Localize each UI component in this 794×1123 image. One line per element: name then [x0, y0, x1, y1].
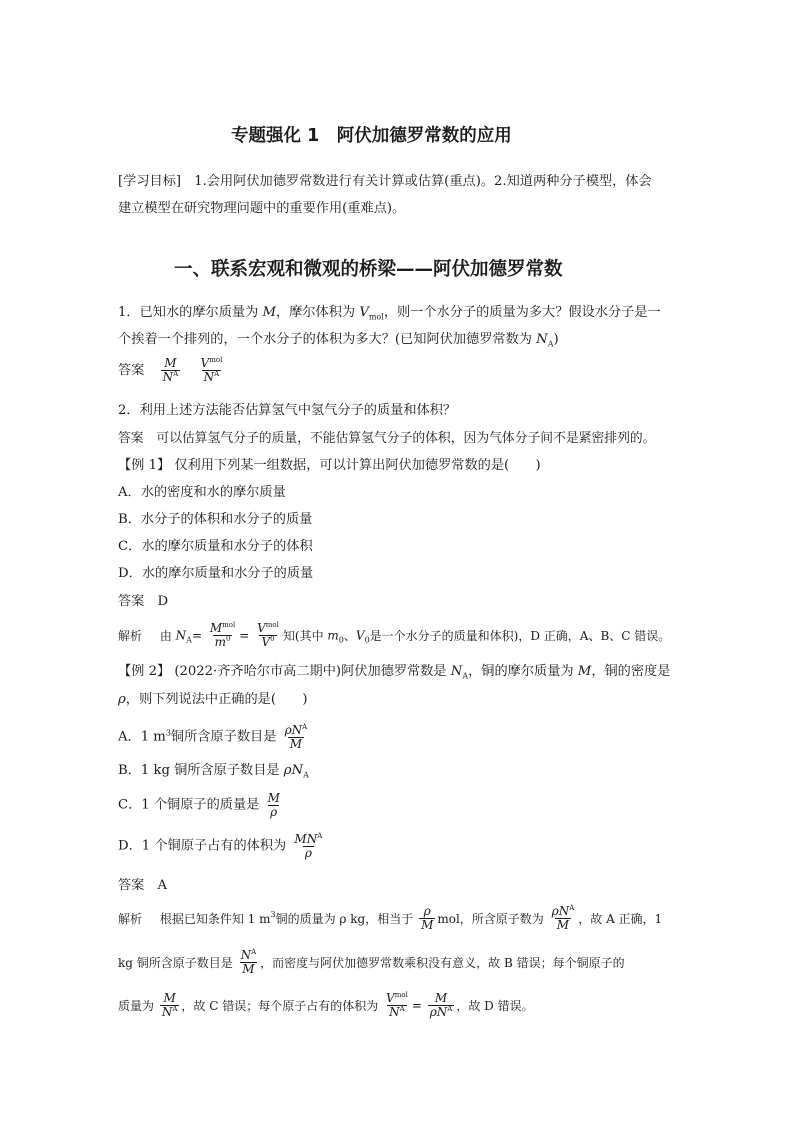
analysis-fraction-mass: $\frac{M^{mol}}{m^0}$ [209, 621, 236, 649]
example-2-analysis-line-1: 解析 根据已知条件知 1 $m^3$铜的质量为 ρ kg，相当于 $\frac{\rho}{M}$ mol，所含原子数为 $\frac{\rho N^A}{M}$ ，故 A 正确，1 [118, 904, 663, 932]
example-1-option-a: A．水的密度和水的摩尔质量 [118, 485, 286, 500]
example-2-analysis-line-2: kg 铜所含原子数目是 $\frac{N^A}{M}$ ，而密度与阿伏加德罗常数乘积没有意义，故 B 错误；每个铜原子的 [118, 948, 625, 976]
analysis-fraction-atom-count: $\frac{\rho N^A}{M}$ [551, 904, 575, 932]
option-c-fraction: $\frac{M}{\rho}$ [267, 791, 280, 819]
question-2: 2．利用上述方法能否估算氢气中氢气分子的质量和体积？ [118, 403, 457, 418]
example-1-option-d: D．水的摩尔质量和水分子的质量 [118, 566, 314, 581]
question-1-line-1: 1．已知水的摩尔质量为 M，摩尔体积为 $V_{mol}$，则一个水分子的质量为多大？假设水分子是一 [118, 305, 661, 322]
answer-2: 答案 可以估算氢气分子的质量，不能估算氢气分子的体积，因为气体分子间不是紧密排列的。 [118, 431, 656, 446]
example-2-option-b: B．1 kg 铜所含原子数目是 $\rho N_A$ [118, 763, 309, 780]
learning-goals-line-2: 建立模型在研究物理问题中的重要作用(重难点)。 [118, 201, 406, 216]
example-1-analysis: 解析 由 $N_A=$ $\frac{M^{mol}}{m^0}$ = $\frac{V^{mol}}{V^0}$ 知(其中 $m_0$、$V_0$是一个水分子的质量和体积)，D 正确，A、B、C 错误。 [118, 621, 671, 649]
analysis-fraction-rho-over-m: $\frac{\rho}{M}$ [421, 904, 434, 932]
page-title: 专题强化 1 阿伏加德罗常数的应用 [231, 126, 512, 146]
learning-goals-line-1: [学习目标] 1.会用阿伏加德罗常数进行有关计算或估算(重点)。2.知道两种分子模型，体会 [118, 174, 652, 189]
analysis-fraction-na-over-m: $\frac{N^A}{M}$ [240, 948, 257, 976]
example-1-answer: 答案 D [118, 594, 169, 609]
example-2-option-d: D．1 个铜原子占有的体积为 $\frac{MN^A}{\rho}$ [118, 832, 323, 860]
analysis-fraction-atom-volume: $\frac{V^{mol}}{N^A}$ [386, 991, 408, 1019]
example-2-analysis-line-3: 质量为 $\frac{M}{N^A}$ ，故 C 错误；每个原子占有的体积为 $\frac{V^{mol}}{N^A}$ = $\frac{M}{\rho N^A}$ ，故 D 错误。 [118, 991, 534, 1019]
answer-1-fraction-mass: $\frac{M}{N^A}$ [162, 356, 179, 384]
option-a-fraction: $\frac{\rho N^A}{M}$ [284, 723, 308, 751]
example-2-answer: 答案 A [118, 878, 168, 893]
example-2-option-a: A．1 $m^3$铜所含原子数目是 $\frac{\rho N^A}{M}$ [118, 723, 308, 751]
question-1-line-2: 个挨着一个排列的，一个水分子的体积为多大？(已知阿伏加德罗常数为 $N_A$) [118, 332, 559, 349]
analysis-fraction-atom-mass: $\frac{M}{N^A}$ [161, 991, 178, 1019]
analysis-fraction-volume: $\frac{V^{mol}}{V^0}$ [257, 621, 279, 649]
answer-1: 答案 $\frac{M}{N^A}$ $\frac{V^{mol}}{N^A}$ [118, 356, 223, 384]
example-2-stem-line-2: ρ，则下列说法中正确的是( ) [118, 692, 308, 707]
example-1-option-c: C．水的摩尔质量和水分子的体积 [118, 539, 313, 554]
section-heading: 一、联系宏观和微观的桥梁——阿伏加德罗常数 [174, 259, 563, 280]
option-d-fraction: $\frac{MN^A}{\rho}$ [294, 832, 323, 860]
example-1-stem: 【例 1】 仅利用下列某一组数据，可以计算出阿伏加德罗常数的是( ) [118, 458, 541, 473]
answer-1-fraction-volume: $\frac{V^{mol}}{N^A}$ [200, 356, 223, 384]
example-1-option-b: B．水分子的体积和水分子的质量 [118, 512, 313, 527]
analysis-fraction-m-over-rho-na: $\frac{M}{\rho N^A}$ [429, 991, 453, 1019]
example-2-stem-line-1: 【例 2】 (2022·齐齐哈尔市高二期中)阿伏加德罗常数是 $N_A$，铜的摩尔质量为 M，铜的密度是 [118, 664, 671, 681]
example-2-option-c: C．1 个铜原子的质量是 $\frac{M}{\rho}$ [118, 791, 280, 819]
